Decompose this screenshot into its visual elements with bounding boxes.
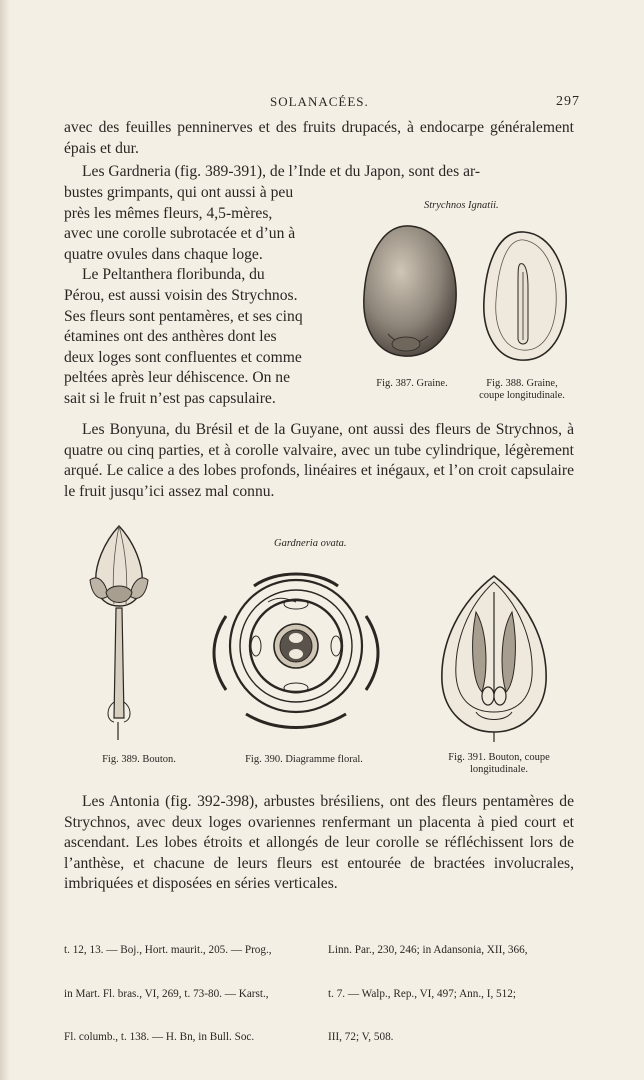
- figure-title-strychnos: Strychnos Ignatii.: [424, 200, 499, 211]
- paragraph-4: [64, 420, 574, 502]
- paragraph-3-line-6: peltées après leur déhiscence. On ne: [64, 369, 291, 387]
- page-number: 297: [556, 94, 580, 109]
- paragraph-2-line-2: près les mêmes fleurs, 4,5-mères,: [64, 204, 273, 222]
- figure-title-gardneria: Gardneria ovata.: [274, 538, 347, 549]
- paragraph-2-line-4: quatre ovules dans chaque loge.: [64, 245, 263, 263]
- paragraph-2-lead-text: Les Gardneria (fig. 389-391), de l’Inde et du Japon, sont des ar-: [82, 163, 481, 180]
- paragraph-4-text: Les Bonyuna, du Brésil et de la Guyane, ont aussi des fleurs de Strychnos, à quatre ou cinq parties, et à corolle valvaire, avec un tube cylindrique, légèrement arqué. Le calice a des lobes profonds, linéaires et inégaux, et l’on croit capsulaire le fruit jusqu’ici assez mal connu.: [64, 421, 574, 500]
- paragraph-2-line-1: bustes grimpants, qui ont aussi à peu: [64, 184, 294, 201]
- paragraph-3-line-5: deux loges sont confluentes et comme: [64, 348, 302, 366]
- paragraph-3-line-2: Pérou, est aussi voisin des Strychnos.: [64, 286, 298, 304]
- paragraph-3-line-3: Ses fleurs sont pentamères, et ses cinq: [64, 307, 303, 325]
- caption-fig-391-line-1: Fig. 391. Bouton, coupe: [448, 752, 550, 763]
- caption-fig-390: Fig. 390. Diagramme floral.: [245, 754, 363, 765]
- footnote-column-1: [64, 914, 272, 1059]
- caption-fig-388-line-2: coupe longitudinale.: [479, 390, 565, 401]
- footnote-col2-line-1: Linn. Par., 230, 246; in Adansonia, XII, 366,: [328, 944, 528, 956]
- caption-fig-391: [432, 752, 566, 776]
- page-edge: [0, 0, 10, 1080]
- paragraph-1-text: avec des feuilles penninerves et des fruits drupacés, à endocarpe généralement épais et dur.: [64, 119, 574, 157]
- paragraph-2-line-3: avec une corolle subrotacée et d’un à: [64, 225, 296, 243]
- paragraph-3-line-4: étamines ont des anthères dont les: [64, 328, 277, 346]
- caption-fig-389: Fig. 389. Bouton.: [102, 754, 176, 765]
- caption-fig-391-line-2: longitudinale.: [469, 764, 529, 775]
- caption-fig-388-line-1: Fig. 388. Graine,: [486, 378, 558, 389]
- running-title: SOLANACÉES.: [270, 94, 369, 109]
- footnote-col1-line-3: Fl. columb., t. 138. — H. Bn, in Bull. Soc.: [64, 1031, 255, 1043]
- paragraph-5-text: Les Antonia (fig. 392-398), arbustes brésiliens, ont des fleurs pentamères de Strychnos, avec deux loges ovariennes renfermant un placenta à pied court et ascendant. Les lobes étroits et allongés de leur corolle se réfléchissent lors de l’anthèse, et chacune de leurs fleurs est entourée de bractées involucrales, imbriquées et disposées en séries verticales.: [64, 793, 574, 893]
- paragraph-3-line-1: Le Peltanthera floribunda, du: [82, 266, 265, 284]
- seed-section-illustration: [478, 228, 572, 368]
- caption-fig-387: Fig. 387. Graine.: [376, 378, 448, 389]
- footnote-col1-line-1: t. 12, 13. — Boj., Hort. maurit., 205. — Prog.,: [64, 944, 272, 956]
- footnote-column-2: [328, 914, 528, 1059]
- footnote-col1-line-2: in Mart. Fl. bras., VI, 269, t. 73-80. — Karst.,: [64, 987, 269, 1000]
- bud-section-illustration: [436, 572, 552, 744]
- seed-illustration: [358, 222, 462, 362]
- paragraph-1: [64, 118, 574, 159]
- running-header: [0, 94, 644, 112]
- paragraph-5: [64, 792, 574, 895]
- footnote-col2-line-3: III, 72; V, 508.: [328, 1031, 394, 1043]
- narrow-column: [64, 183, 342, 410]
- bud-illustration: [84, 522, 154, 744]
- floral-diagram: [206, 566, 386, 736]
- paragraph-3-line-7: sait si le fruit n’est pas capsulaire.: [64, 389, 276, 407]
- footnote-col2-line-2: t. 7. — Walp., Rep., VI, 497; Ann., I, 512;: [328, 987, 516, 1000]
- paragraph-2-lead: [64, 162, 574, 183]
- caption-fig-388: [466, 378, 578, 402]
